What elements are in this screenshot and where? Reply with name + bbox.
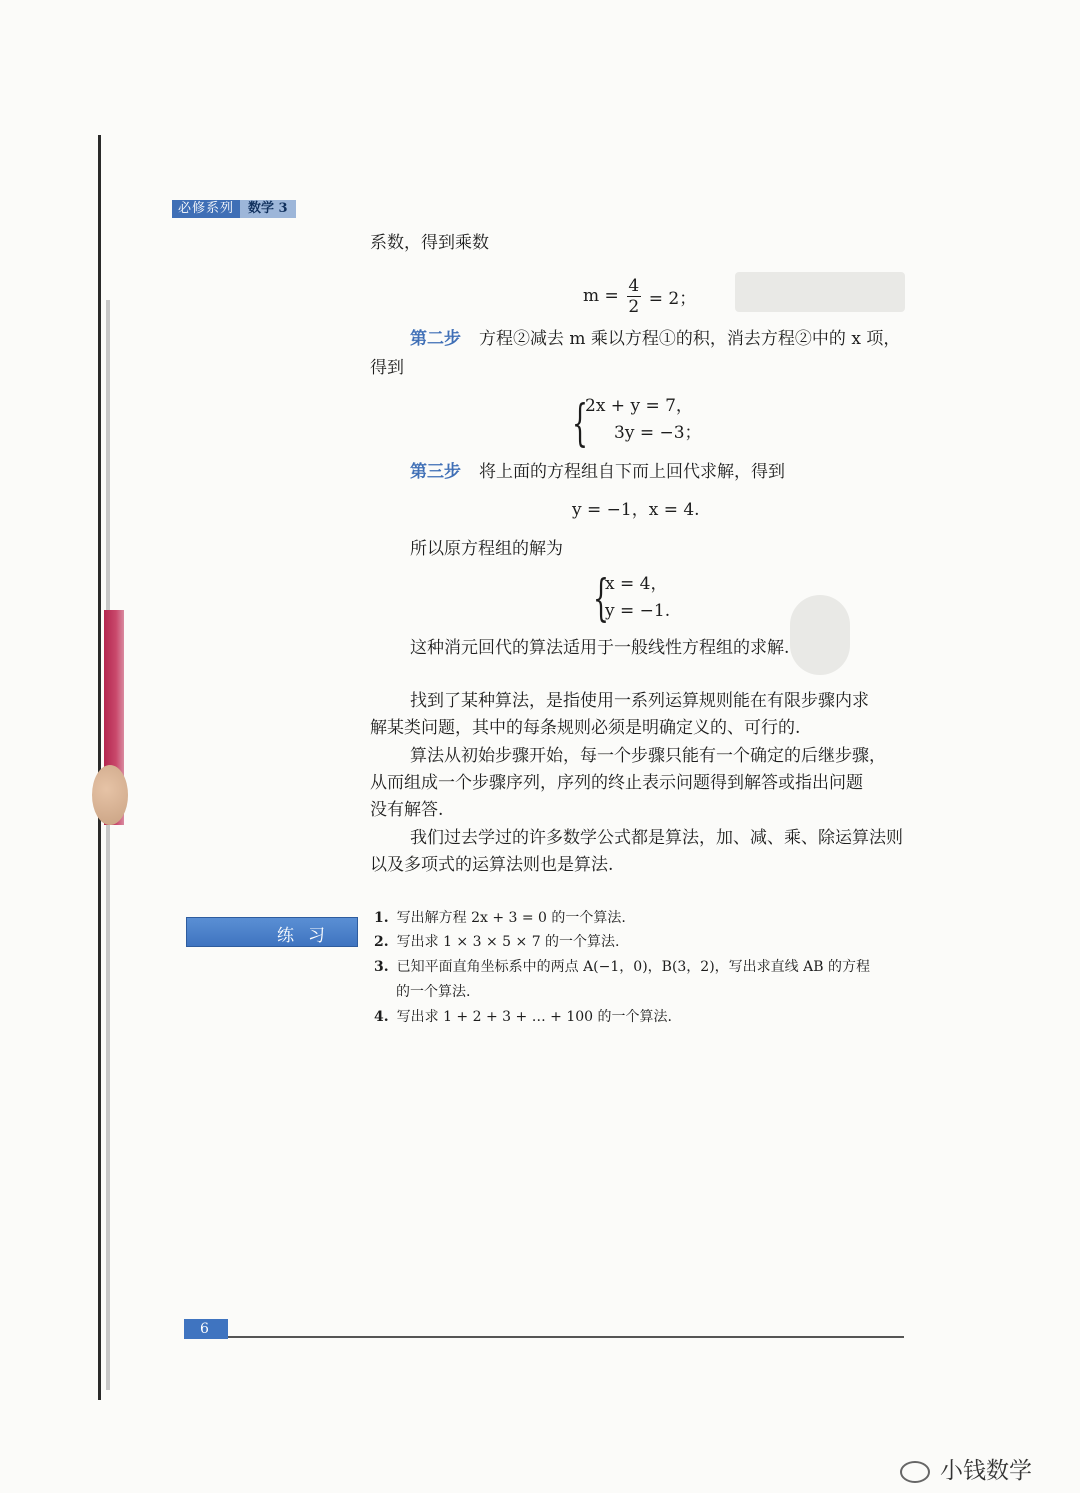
paragraph1-line2: 解某类问题，其中的每条规则必须是明确定义的、可行的. bbox=[370, 718, 801, 738]
system-brace-1: { bbox=[572, 394, 588, 452]
exercise-title: 练习 bbox=[277, 926, 339, 946]
system2-eq1: x = 4， bbox=[605, 574, 668, 594]
system2-eq2: y = −1. bbox=[605, 601, 671, 621]
paragraph2-line3: 没有解答. bbox=[370, 800, 444, 820]
watermark bbox=[900, 1452, 1032, 1485]
bleed-through-portrait bbox=[790, 595, 850, 675]
step-two-text: 方程②减去 m 乘以方程①的积，消去方程②中的 x 项， bbox=[479, 329, 901, 349]
step-three-label: 第三步 bbox=[410, 462, 461, 482]
watermark-text: 小钱数学 bbox=[940, 1458, 1032, 1484]
exercise-item bbox=[374, 930, 620, 954]
solution-line: y = −1，x = 4. bbox=[572, 500, 700, 520]
exercise-item-text: 写出解方程 2x + 3 = 0 的一个算法. bbox=[396, 910, 626, 926]
multiplier-equation bbox=[583, 267, 696, 325]
step-three-line bbox=[410, 459, 785, 486]
step-two-line bbox=[410, 326, 900, 353]
system1-eq2: 3y = −3； bbox=[614, 423, 702, 443]
exercise-item-number: 2. bbox=[374, 934, 389, 950]
wechat-icon bbox=[900, 1461, 930, 1483]
exercise-item bbox=[374, 1005, 672, 1029]
system1-eq1: 2x + y = 7， bbox=[585, 396, 693, 416]
exercise-item-text: 已知平面直角坐标系中的两点 A(−1，0)，B(3，2)，写出求直线 AB 的方程 bbox=[396, 959, 870, 975]
frac-right: = 2； bbox=[648, 288, 697, 309]
binding-edge-line bbox=[98, 135, 101, 1400]
exercise-item-number: 4. bbox=[374, 1009, 389, 1025]
series-label: 必修系列 bbox=[172, 200, 240, 218]
paragraph3-line2: 以及多项式的运算法则也是算法. bbox=[370, 855, 614, 875]
fraction-numerator: 4 bbox=[628, 275, 640, 296]
footer-rule bbox=[228, 1336, 904, 1338]
so-solution-text: 所以原方程组的解为 bbox=[410, 539, 563, 559]
exercise-item-continuation bbox=[396, 980, 470, 1004]
step-two-label: 第二步 bbox=[410, 329, 461, 349]
paragraph1-line1: 找到了某种算法，是指使用一系列运算规则能在有限步骤内求 bbox=[410, 691, 869, 711]
bleed-through-heading bbox=[735, 272, 905, 312]
exercise-item-text: 写出求 1 + 2 + 3 + … + 100 的一个算法. bbox=[396, 1009, 672, 1025]
frac-left: m = bbox=[583, 286, 619, 306]
fraction-denominator: 2 bbox=[628, 296, 640, 317]
general-method-text: 这种消元回代的算法适用于一般线性方程组的求解. bbox=[410, 638, 790, 658]
page-number: 6 bbox=[184, 1319, 228, 1339]
series-header bbox=[172, 200, 296, 218]
paragraph2-line2: 从而组成一个步骤序列，序列的终止表示问题得到解答或指出问题 bbox=[370, 773, 863, 793]
paragraph2-line1: 算法从初始步骤开始，每一个步骤只能有一个确定的后继步骤， bbox=[410, 746, 886, 766]
exercise-item bbox=[374, 906, 626, 930]
paragraph3-line1: 我们过去学过的许多数学公式都是算法，加、减、乘、除运算法则 bbox=[410, 828, 903, 848]
text-line-coefficient: 系数，得到乘数 bbox=[370, 233, 489, 253]
step-two-continuation: 得到 bbox=[370, 358, 404, 378]
system-brace-2: { bbox=[593, 569, 609, 627]
fraction bbox=[627, 276, 641, 317]
exercise-item bbox=[374, 955, 870, 979]
exercise-item-text: 写出求 1 × 3 × 5 × 7 的一个算法. bbox=[396, 934, 620, 950]
step-three-text: 将上面的方程组自下而上回代求解，得到 bbox=[479, 462, 785, 482]
exercise-item-number: 3. bbox=[374, 959, 389, 975]
exercise-item-text: 的一个算法. bbox=[396, 984, 471, 1000]
book-label: 数学 3 bbox=[240, 200, 296, 218]
binding-edge-shadow bbox=[106, 300, 110, 1390]
exercise-item-number: 1. bbox=[374, 910, 389, 926]
exercise-heading-box bbox=[186, 917, 358, 947]
thumb-holding-page bbox=[92, 765, 128, 825]
